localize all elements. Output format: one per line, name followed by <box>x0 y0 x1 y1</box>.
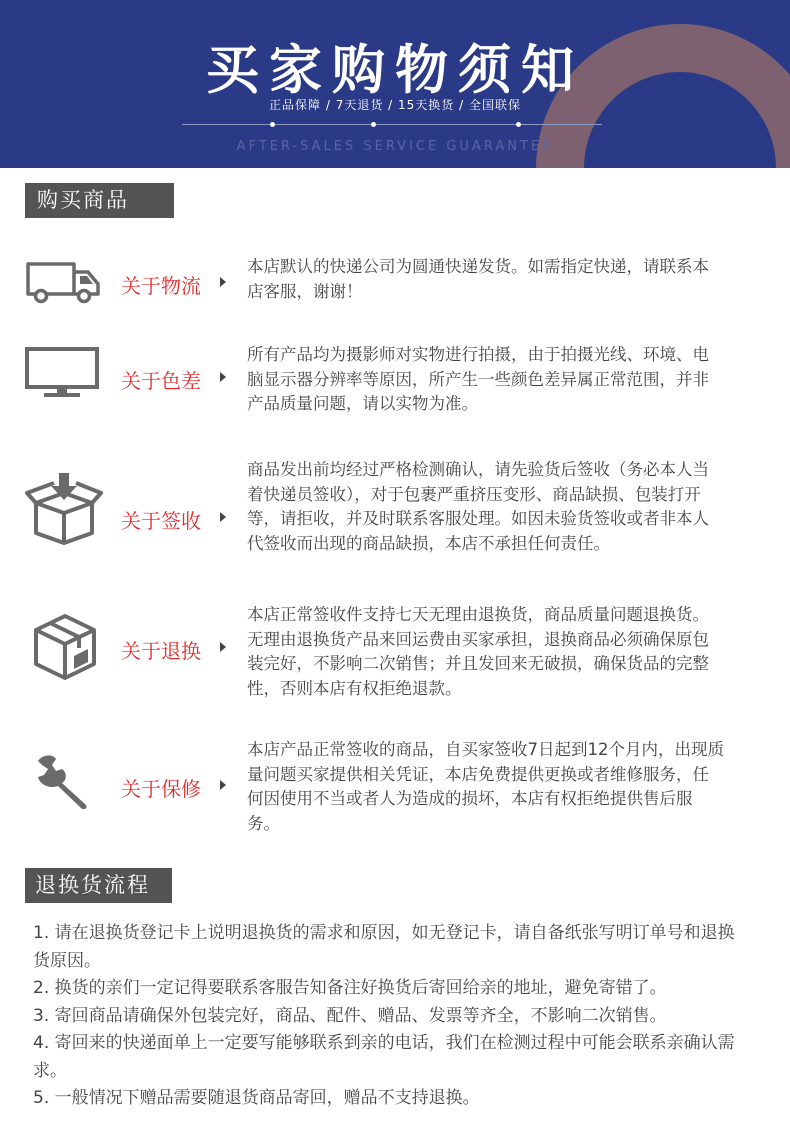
item-label: 关于保修 <box>121 777 201 801</box>
divider-dot <box>270 122 275 127</box>
wrench-icon <box>34 753 96 809</box>
section-heading-process: 退换货流程 <box>25 868 172 903</box>
arrow-right-icon <box>220 512 226 522</box>
process-step: 1. 请在退换货登记卡上说明退换货的需求和原因，如无登记卡，请自备纸张写明订单号和退换货原因。 <box>33 923 735 971</box>
item-text: 本店产品正常签收的商品，自买家签收7日起到12个月内，出现质量问题买家提供相关凭证，本店免费提供更换或者维修服务，任何因使用不当或者人为造成的损坏，本店有权拒绝提供售后服务。 <box>247 740 724 833</box>
info-row-signing <box>0 455 790 585</box>
arrow-right-icon <box>220 642 226 652</box>
english-tagline: AFTER-SALES SERVICE GUARANTEE <box>236 139 554 154</box>
open-box-icon <box>24 471 104 545</box>
arrow-right-icon <box>220 372 226 382</box>
package-icon <box>30 612 100 682</box>
info-row-returns <box>0 600 790 710</box>
item-text: 商品发出前均经过严格检测确认，请先验货后签收（务必本人当着快递员签收），对于包裹严重挤压变形、商品缺损、包装打开等，请拒收，并及时联系客服处理。如因未验货签收或者非本人代签收而出现的商品缺损，本店不承担任何责任。 <box>247 460 709 553</box>
info-row-logistics <box>0 240 790 320</box>
info-row-color <box>0 330 790 430</box>
item-text: 本店正常签收件支持七天无理由退换货，商品质量问题退换货。无理由退换货产品来回运费由买家承担，退换商品必须确保原包装完好，不影响二次销售；并且发回来无破损，确保货品的完整性，否则本店有权拒绝退款。 <box>247 605 709 698</box>
process-step: 3. 寄回商品请确保外包装完好，商品、配件、赠品、发票等齐全，不影响二次销售。 <box>33 1005 667 1026</box>
arrow-right-icon <box>220 780 226 790</box>
divider-dot <box>516 122 521 127</box>
page-subtitle: 正品保障 / 7天退货 / 15天换货 / 全国联保 <box>269 98 521 112</box>
item-label: 关于物流 <box>121 274 201 298</box>
item-label: 关于色差 <box>121 369 201 393</box>
section-heading-buy: 购买商品 <box>25 183 174 218</box>
header-divider <box>182 124 602 125</box>
divider-dot <box>371 122 376 127</box>
process-step: 4. 寄回来的快递面单上一定要写能够联系到亲的电话，我们在检测过程中可能会联系亲确认需求。 <box>33 1033 735 1081</box>
item-label: 关于签收 <box>121 509 201 533</box>
item-text: 本店默认的快递公司为圆通快递发货。如需指定快递，请联系本店客服，谢谢！ <box>247 257 709 301</box>
return-process-list <box>33 920 745 1113</box>
process-step: 5. 一般情况下赠品需要随退货商品寄回，赠品不支持退换。 <box>33 1088 480 1108</box>
item-label: 关于退换 <box>121 639 201 663</box>
delivery-truck-icon <box>24 258 102 304</box>
info-row-warranty <box>0 735 790 845</box>
item-text: 所有产品均为摄影师对实物进行拍摄，由于拍摄光线、环境、电脑显示器分辨率等原因，所产生一些颜色差异属正常范围，并非产品质量问题，请以实物为准。 <box>247 345 709 413</box>
monitor-icon <box>24 346 100 400</box>
process-step: 2. 换货的亲们一定记得要联系客服告知备注好换货后寄回给亲的地址，避免寄错了。 <box>33 978 667 998</box>
header-banner <box>0 0 790 168</box>
page-title: 买家购物须知 <box>206 40 584 101</box>
arrow-right-icon <box>220 277 226 287</box>
